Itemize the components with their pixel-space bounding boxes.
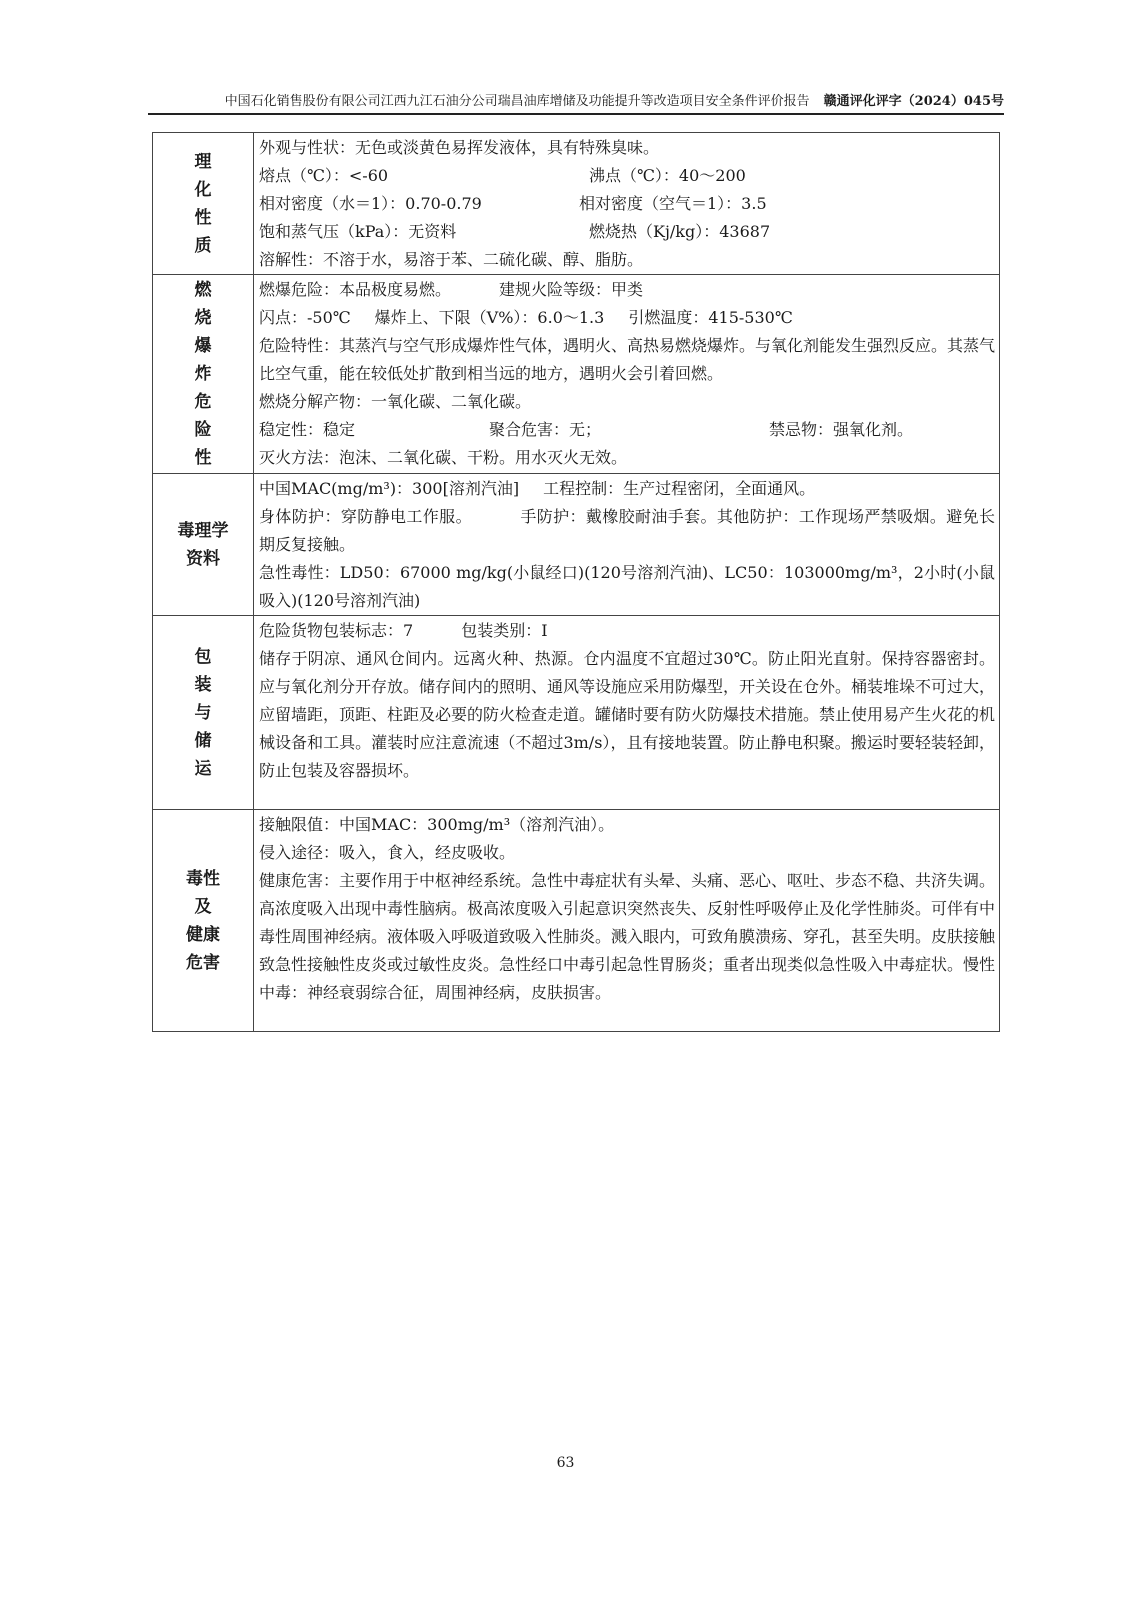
fire-hazard: 燃爆危险：本品极度易燃。 [259, 280, 452, 299]
row-packaging-storage [153, 616, 1000, 810]
row-label-fire: 燃 烧 爆 炸 危 险 性 [153, 275, 254, 474]
vapor-pressure: 饱和蒸气压（kPa）：无资料 [259, 222, 457, 241]
header-report-number: 赣通评化评字（2024）045号 [823, 94, 1004, 109]
toxicology-content [254, 474, 1000, 616]
row-toxicology [153, 474, 1000, 616]
row-label-physical: 理 化 性 质 [153, 133, 254, 275]
combustion-heat: 燃烧热（Kj/kg）：43687 [589, 222, 771, 241]
exposure-limit: 接触限值：中国MAC：300mg/m³（溶剂汽油）。 [259, 815, 615, 834]
decomposition-products: 燃烧分解产物：一氧化碳、二氧化碳。 [259, 392, 532, 411]
fire-content [254, 275, 1000, 474]
row-label-toxicology: 毒理学 资料 [153, 474, 254, 616]
density-water: 相对密度（水＝1）：0.70-0.79 [259, 194, 482, 213]
solubility-text: 溶解性：不溶于水，易溶于苯、二硫化碳、醇、脂肪。 [259, 250, 644, 269]
header-title: 中国石化销售股份有限公司江西九江石油分公司瑞昌油库增储及功能提升等改造项目安全条件评价报告 [224, 94, 810, 109]
row-physical-properties [153, 133, 1000, 275]
row-toxicity-health [153, 810, 1000, 1032]
health-hazard-text: 健康危害：主要作用于中枢神经系统。急性中毒症状有头晕、头痛、恶心、呕吐、步态不稳、共济失调。高浓度吸入出现中毒性脑病。极高浓度吸入引起意识突然丧失、反射性呼吸停止及化学性肺炎。可伴有中毒性周围神经病。液体吸入呼吸道致吸入性肺炎。溅入眼内，可致角膜溃疡、穿孔，甚至失明。皮肤接触致急性接触性皮炎或过敏性皮炎。急性经口中毒引起急性胃肠炎；重者出现类似急性吸入中毒症状。慢性中毒：神经衰弱综合征，周围神经病，皮肤损害。 [259, 871, 996, 1002]
health-content [254, 810, 1000, 1032]
page-header [148, 94, 1004, 115]
package-class: 包装类别：Ⅰ [461, 621, 548, 640]
row-label-storage: 包 装 与 储 运 [153, 616, 254, 810]
route-of-entry: 侵入途径：吸入，食入，经皮吸收。 [259, 843, 516, 862]
hand-other-protection: 手防护：戴橡胶耐油手套。其他防护：工作现场严禁吸烟。避免长期反复接触。 [259, 507, 995, 554]
appearance-text: 外观与性状：无色或淡黄色易挥发液体，具有特殊臭味。 [259, 138, 660, 157]
stability: 稳定性：稳定 [259, 420, 356, 439]
engineering-control: 工程控制：生产过程密闭，全面通风。 [543, 479, 816, 498]
boiling-point: 沸点（℃）：40～200 [589, 166, 746, 185]
row-fire-explosion-hazard [153, 275, 1000, 474]
polymerization-hazard: 聚合危害：无； [489, 420, 602, 439]
storage-content [254, 616, 1000, 810]
page-number: 63 [556, 1455, 575, 1471]
storage-text: 储存于阴凉、通风仓间内。远离火种、热源。仓内温度不宜超过30℃。防止阳光直射。保持容器密封。应与氧化剂分开存放。储存间内的照明、通风等设施应采用防爆型，开关设在仓外。桶装堆垛不可过大，应留墙距，顶距、柱距及必要的防火检查走道。罐储时要有防火防爆技术措施。禁止使用易产生火花的机械设备和工具。灌装时应注意流速（不超过3m/s），且有接地装置。防止静电积聚。搬运时要轻装轻卸，防止包装及容器损坏。 [259, 649, 996, 780]
hazard-characteristics: 危险特性：其蒸汽与空气形成爆炸性气体，遇明火、高热易燃烧爆炸。与氧化剂能发生强烈反应。其蒸气比空气重，能在较低处扩散到相当远的地方，遇明火会引着回燃。 [259, 336, 996, 383]
physical-content [254, 133, 1000, 275]
explosion-limits: 爆炸上、下限（V%）：6.0～1.3 [374, 308, 605, 327]
acute-toxicity: 急性毒性：LD50：67000 mg/kg(小鼠经口)(120号溶剂汽油)、LC50：103000mg/m³，2小时(小鼠吸入)(120号溶剂汽油) [259, 563, 995, 610]
fire-class: 建规火险等级：甲类 [499, 280, 644, 299]
body-protection: 身体防护：穿防静电工作服。 [259, 507, 472, 526]
msds-table [152, 132, 1000, 1032]
flash-point: 闪点：-50℃ [259, 308, 351, 327]
china-mac: 中国MAC(mg/m³)：300[溶剂汽油] [259, 479, 520, 498]
incompatible-materials: 禁忌物：强氧化剂。 [769, 420, 914, 439]
row-label-health: 毒性 及 健康 危害 [153, 810, 254, 1032]
density-air: 相对密度（空气＝1）：3.5 [579, 194, 767, 213]
extinguishing-method: 灭火方法：泡沫、二氧化碳、干粉。用水灭火无效。 [259, 448, 628, 467]
melting-point: 熔点（℃）：<-60 [259, 166, 389, 185]
package-mark: 危险货物包装标志：7 [259, 621, 414, 640]
ignition-temperature: 引燃温度：415-530℃ [628, 308, 793, 327]
